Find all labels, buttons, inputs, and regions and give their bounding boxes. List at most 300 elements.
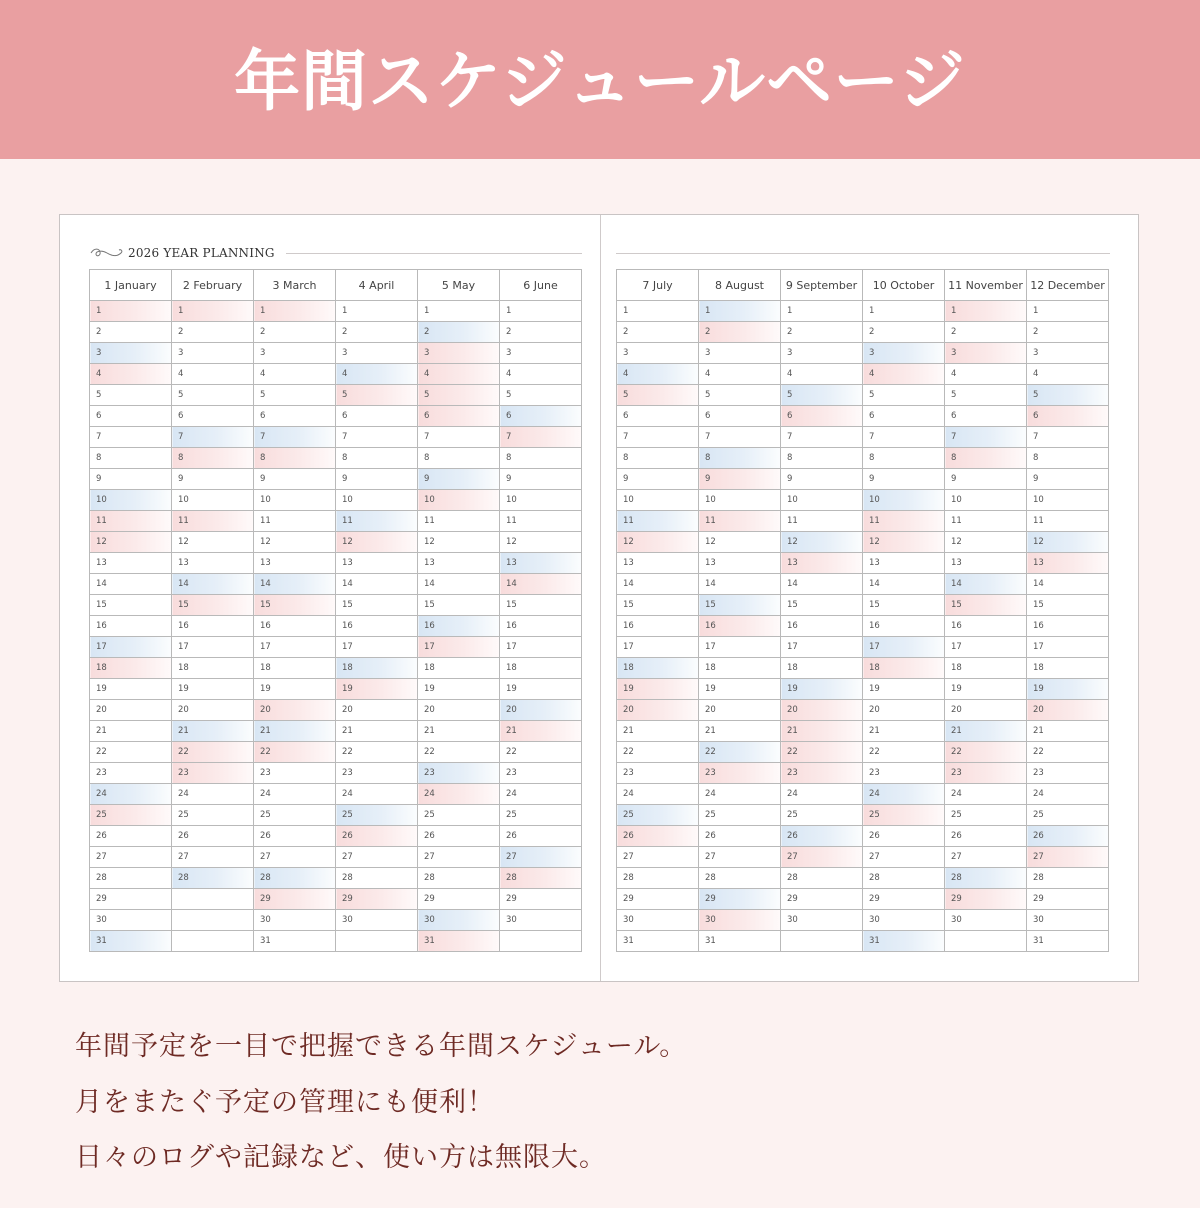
day-cell: 23: [500, 763, 582, 784]
day-cell: 23: [254, 763, 336, 784]
day-cell: 5: [90, 385, 172, 406]
heading-rule: [286, 253, 582, 254]
day-cell: 8: [699, 448, 781, 469]
day-cell: 13: [336, 553, 418, 574]
day-cell: 2: [863, 322, 945, 343]
day-cell: 27: [254, 847, 336, 868]
day-row: [617, 406, 1109, 427]
day-cell: 20: [336, 700, 418, 721]
month-header: 8 August: [699, 270, 781, 301]
day-cell: 11: [863, 511, 945, 532]
day-cell: 25: [418, 805, 500, 826]
day-cell: 29: [781, 889, 863, 910]
day-cell: 30: [945, 910, 1027, 931]
day-cell: 30: [617, 910, 699, 931]
day-cell: 27: [1027, 847, 1109, 868]
day-cell: 28: [1027, 868, 1109, 889]
day-cell: 8: [254, 448, 336, 469]
day-cell: 4: [617, 364, 699, 385]
month-header-row: [617, 270, 1109, 301]
day-cell: 23: [336, 763, 418, 784]
day-cell: 7: [699, 427, 781, 448]
day-cell: 5: [945, 385, 1027, 406]
day-cell: 7: [90, 427, 172, 448]
day-cell: 12: [863, 532, 945, 553]
day-cell: 1: [617, 301, 699, 322]
day-cell: 14: [90, 574, 172, 595]
day-cell: 8: [863, 448, 945, 469]
day-cell: 23: [945, 763, 1027, 784]
day-row: [617, 574, 1109, 595]
day-cell: 16: [500, 616, 582, 637]
day-cell: 22: [699, 742, 781, 763]
day-cell: 4: [945, 364, 1027, 385]
day-cell: 12: [418, 532, 500, 553]
day-cell: 29: [617, 889, 699, 910]
day-cell: 17: [500, 637, 582, 658]
day-cell: 1: [254, 301, 336, 322]
day-cell: 28: [617, 868, 699, 889]
day-cell: 28: [945, 868, 1027, 889]
day-cell: 7: [172, 427, 254, 448]
empty-cell: [336, 931, 418, 952]
day-cell: 7: [254, 427, 336, 448]
day-cell: 19: [172, 679, 254, 700]
day-row: [90, 868, 582, 889]
day-cell: 4: [699, 364, 781, 385]
day-cell: 3: [172, 343, 254, 364]
day-cell: 11: [336, 511, 418, 532]
day-cell: 31: [1027, 931, 1109, 952]
day-cell: 27: [699, 847, 781, 868]
day-cell: 18: [172, 658, 254, 679]
day-cell: 27: [172, 847, 254, 868]
day-cell: 22: [418, 742, 500, 763]
month-header: 3 March: [254, 270, 336, 301]
day-cell: 31: [863, 931, 945, 952]
day-cell: 29: [418, 889, 500, 910]
day-cell: 27: [336, 847, 418, 868]
month-header: 1 January: [90, 270, 172, 301]
day-cell: 17: [254, 637, 336, 658]
day-cell: 25: [781, 805, 863, 826]
day-cell: 11: [172, 511, 254, 532]
day-cell: 24: [617, 784, 699, 805]
day-cell: 23: [90, 763, 172, 784]
day-cell: 11: [945, 511, 1027, 532]
day-row: [617, 679, 1109, 700]
day-cell: 24: [1027, 784, 1109, 805]
day-cell: 9: [945, 469, 1027, 490]
day-row: [90, 805, 582, 826]
day-cell: 13: [617, 553, 699, 574]
day-cell: 2: [254, 322, 336, 343]
day-cell: 1: [781, 301, 863, 322]
day-cell: 12: [945, 532, 1027, 553]
day-cell: 6: [617, 406, 699, 427]
day-cell: 21: [254, 721, 336, 742]
heading-rule: [616, 253, 1110, 254]
description-line: 月をまたぐ予定の管理にも便利！: [75, 1087, 495, 1118]
day-row: [617, 616, 1109, 637]
day-cell: 31: [254, 931, 336, 952]
day-cell: 25: [699, 805, 781, 826]
day-cell: 10: [699, 490, 781, 511]
day-row: [90, 784, 582, 805]
day-cell: 7: [945, 427, 1027, 448]
day-cell: 24: [863, 784, 945, 805]
day-cell: 14: [1027, 574, 1109, 595]
day-cell: 10: [617, 490, 699, 511]
day-cell: 23: [418, 763, 500, 784]
day-cell: 21: [699, 721, 781, 742]
day-cell: 14: [418, 574, 500, 595]
day-cell: 15: [500, 595, 582, 616]
day-cell: 1: [336, 301, 418, 322]
day-cell: 3: [699, 343, 781, 364]
day-cell: 28: [418, 868, 500, 889]
day-cell: 18: [254, 658, 336, 679]
day-cell: 19: [254, 679, 336, 700]
day-row: [617, 910, 1109, 931]
day-cell: 24: [90, 784, 172, 805]
day-cell: 17: [699, 637, 781, 658]
day-cell: 6: [1027, 406, 1109, 427]
day-cell: 6: [172, 406, 254, 427]
day-cell: 2: [617, 322, 699, 343]
day-cell: 6: [500, 406, 582, 427]
month-header: 12 December: [1027, 270, 1109, 301]
month-header: 7 July: [617, 270, 699, 301]
year-planner-spread: [59, 214, 1139, 982]
day-row: [90, 910, 582, 931]
day-cell: 26: [617, 826, 699, 847]
day-row: [90, 532, 582, 553]
day-cell: 11: [500, 511, 582, 532]
day-cell: 13: [90, 553, 172, 574]
day-cell: 28: [90, 868, 172, 889]
month-header: 4 April: [336, 270, 418, 301]
day-cell: 3: [1027, 343, 1109, 364]
day-row: [617, 448, 1109, 469]
day-cell: 15: [336, 595, 418, 616]
day-cell: 11: [90, 511, 172, 532]
day-cell: 15: [1027, 595, 1109, 616]
day-cell: 26: [254, 826, 336, 847]
day-cell: 2: [699, 322, 781, 343]
day-cell: 26: [863, 826, 945, 847]
day-cell: 15: [699, 595, 781, 616]
day-cell: 28: [500, 868, 582, 889]
day-cell: 4: [254, 364, 336, 385]
day-cell: 29: [863, 889, 945, 910]
day-cell: 29: [500, 889, 582, 910]
month-header: 11 November: [945, 270, 1027, 301]
day-cell: 21: [418, 721, 500, 742]
day-cell: 12: [336, 532, 418, 553]
day-cell: 31: [90, 931, 172, 952]
day-row: [90, 616, 582, 637]
day-cell: 23: [863, 763, 945, 784]
day-cell: 22: [90, 742, 172, 763]
day-row: [90, 427, 582, 448]
day-cell: 4: [781, 364, 863, 385]
day-cell: 16: [617, 616, 699, 637]
day-cell: 26: [781, 826, 863, 847]
day-row: [90, 637, 582, 658]
day-cell: 28: [336, 868, 418, 889]
day-cell: 25: [90, 805, 172, 826]
day-cell: 21: [617, 721, 699, 742]
day-cell: 4: [90, 364, 172, 385]
day-row: [90, 826, 582, 847]
day-row: [617, 658, 1109, 679]
day-row: [90, 595, 582, 616]
empty-cell: [172, 931, 254, 952]
day-cell: 6: [945, 406, 1027, 427]
day-cell: 18: [418, 658, 500, 679]
day-row: [90, 931, 582, 952]
day-cell: 17: [945, 637, 1027, 658]
day-cell: 8: [500, 448, 582, 469]
month-header: 10 October: [863, 270, 945, 301]
day-row: [90, 700, 582, 721]
day-cell: 22: [863, 742, 945, 763]
day-cell: 19: [945, 679, 1027, 700]
day-cell: 4: [500, 364, 582, 385]
day-cell: 26: [418, 826, 500, 847]
day-cell: 12: [90, 532, 172, 553]
day-cell: 9: [781, 469, 863, 490]
day-cell: 1: [90, 301, 172, 322]
day-row: [90, 553, 582, 574]
day-row: [90, 490, 582, 511]
day-cell: 23: [781, 763, 863, 784]
day-row: [617, 595, 1109, 616]
day-cell: 12: [617, 532, 699, 553]
day-cell: 2: [90, 322, 172, 343]
day-cell: 29: [1027, 889, 1109, 910]
day-cell: 26: [500, 826, 582, 847]
day-cell: 28: [699, 868, 781, 889]
day-cell: 28: [781, 868, 863, 889]
day-cell: 7: [336, 427, 418, 448]
day-cell: 11: [254, 511, 336, 532]
day-cell: 22: [945, 742, 1027, 763]
empty-cell: [172, 889, 254, 910]
day-cell: 22: [172, 742, 254, 763]
month-header: 2 February: [172, 270, 254, 301]
day-cell: 18: [336, 658, 418, 679]
day-cell: 28: [254, 868, 336, 889]
day-cell: 30: [863, 910, 945, 931]
day-cell: 2: [781, 322, 863, 343]
day-row: [90, 364, 582, 385]
day-cell: 28: [172, 868, 254, 889]
day-cell: 16: [418, 616, 500, 637]
empty-cell: [172, 910, 254, 931]
day-cell: 5: [418, 385, 500, 406]
day-cell: 11: [617, 511, 699, 532]
day-cell: 20: [781, 700, 863, 721]
day-cell: 8: [945, 448, 1027, 469]
day-cell: 13: [863, 553, 945, 574]
day-cell: 3: [945, 343, 1027, 364]
day-cell: 15: [863, 595, 945, 616]
day-cell: 19: [500, 679, 582, 700]
day-cell: 26: [1027, 826, 1109, 847]
day-cell: 9: [418, 469, 500, 490]
day-cell: 19: [863, 679, 945, 700]
day-cell: 24: [336, 784, 418, 805]
day-cell: 4: [418, 364, 500, 385]
day-cell: 7: [781, 427, 863, 448]
day-cell: 26: [90, 826, 172, 847]
day-cell: 17: [1027, 637, 1109, 658]
day-cell: 5: [172, 385, 254, 406]
day-cell: 9: [1027, 469, 1109, 490]
day-cell: 31: [699, 931, 781, 952]
day-cell: 21: [863, 721, 945, 742]
day-cell: 22: [617, 742, 699, 763]
month-header: 5 May: [418, 270, 500, 301]
day-cell: 29: [336, 889, 418, 910]
day-cell: 29: [90, 889, 172, 910]
day-cell: 7: [418, 427, 500, 448]
day-cell: 19: [781, 679, 863, 700]
day-cell: 9: [254, 469, 336, 490]
day-cell: 27: [617, 847, 699, 868]
day-cell: 13: [781, 553, 863, 574]
day-cell: 12: [254, 532, 336, 553]
empty-cell: [500, 931, 582, 952]
day-cell: 17: [418, 637, 500, 658]
day-cell: 20: [1027, 700, 1109, 721]
day-cell: 14: [254, 574, 336, 595]
header-banner: [0, 0, 1200, 159]
day-cell: 16: [336, 616, 418, 637]
day-cell: 20: [699, 700, 781, 721]
day-cell: 27: [500, 847, 582, 868]
day-cell: 26: [172, 826, 254, 847]
day-cell: 11: [781, 511, 863, 532]
day-cell: 12: [781, 532, 863, 553]
day-row: [617, 553, 1109, 574]
month-header-row: [90, 270, 582, 301]
day-cell: 26: [945, 826, 1027, 847]
day-cell: 8: [418, 448, 500, 469]
day-cell: 6: [418, 406, 500, 427]
day-cell: 9: [699, 469, 781, 490]
day-row: [90, 574, 582, 595]
day-row: [617, 301, 1109, 322]
day-cell: 8: [1027, 448, 1109, 469]
day-cell: 1: [418, 301, 500, 322]
day-row: [617, 343, 1109, 364]
day-cell: 30: [781, 910, 863, 931]
day-cell: 20: [418, 700, 500, 721]
day-row: [90, 301, 582, 322]
day-row: [617, 469, 1109, 490]
day-cell: 31: [418, 931, 500, 952]
day-cell: 2: [172, 322, 254, 343]
day-cell: 13: [500, 553, 582, 574]
day-cell: 24: [699, 784, 781, 805]
day-cell: 3: [254, 343, 336, 364]
day-cell: 15: [90, 595, 172, 616]
day-cell: 25: [172, 805, 254, 826]
day-row: [617, 931, 1109, 952]
day-cell: 17: [172, 637, 254, 658]
day-cell: 12: [500, 532, 582, 553]
day-cell: 19: [90, 679, 172, 700]
day-cell: 10: [418, 490, 500, 511]
day-cell: 23: [699, 763, 781, 784]
day-cell: 15: [945, 595, 1027, 616]
day-cell: 23: [1027, 763, 1109, 784]
day-cell: 2: [500, 322, 582, 343]
day-cell: 3: [90, 343, 172, 364]
day-cell: 10: [172, 490, 254, 511]
day-cell: 5: [1027, 385, 1109, 406]
day-cell: 1: [863, 301, 945, 322]
day-cell: 22: [500, 742, 582, 763]
day-cell: 2: [418, 322, 500, 343]
day-cell: 21: [945, 721, 1027, 742]
day-cell: 1: [1027, 301, 1109, 322]
day-cell: 29: [945, 889, 1027, 910]
day-cell: 19: [1027, 679, 1109, 700]
day-cell: 8: [336, 448, 418, 469]
day-cell: 16: [781, 616, 863, 637]
day-cell: 9: [863, 469, 945, 490]
day-row: [90, 658, 582, 679]
day-cell: 7: [863, 427, 945, 448]
day-cell: 29: [699, 889, 781, 910]
day-cell: 30: [699, 910, 781, 931]
day-cell: 19: [699, 679, 781, 700]
day-row: [617, 889, 1109, 910]
day-cell: 5: [781, 385, 863, 406]
day-cell: 1: [500, 301, 582, 322]
day-cell: 10: [500, 490, 582, 511]
day-cell: 20: [254, 700, 336, 721]
day-cell: 30: [254, 910, 336, 931]
description-line: 日々のログや記録など、使い方は無限大。: [75, 1142, 607, 1173]
day-cell: 1: [945, 301, 1027, 322]
day-cell: 9: [336, 469, 418, 490]
day-row: [617, 532, 1109, 553]
day-row: [617, 364, 1109, 385]
day-cell: 8: [781, 448, 863, 469]
day-cell: 16: [90, 616, 172, 637]
day-row: [617, 700, 1109, 721]
day-row: [90, 511, 582, 532]
day-cell: 5: [617, 385, 699, 406]
day-cell: 1: [172, 301, 254, 322]
day-cell: 13: [1027, 553, 1109, 574]
day-cell: 31: [617, 931, 699, 952]
day-row: [617, 721, 1109, 742]
day-cell: 26: [699, 826, 781, 847]
day-cell: 20: [945, 700, 1027, 721]
day-cell: 22: [781, 742, 863, 763]
day-cell: 14: [172, 574, 254, 595]
day-cell: 5: [500, 385, 582, 406]
description-line: 年間予定を一目で把握できる年間スケジュール。: [75, 1031, 688, 1062]
day-row: [90, 406, 582, 427]
day-cell: 15: [418, 595, 500, 616]
